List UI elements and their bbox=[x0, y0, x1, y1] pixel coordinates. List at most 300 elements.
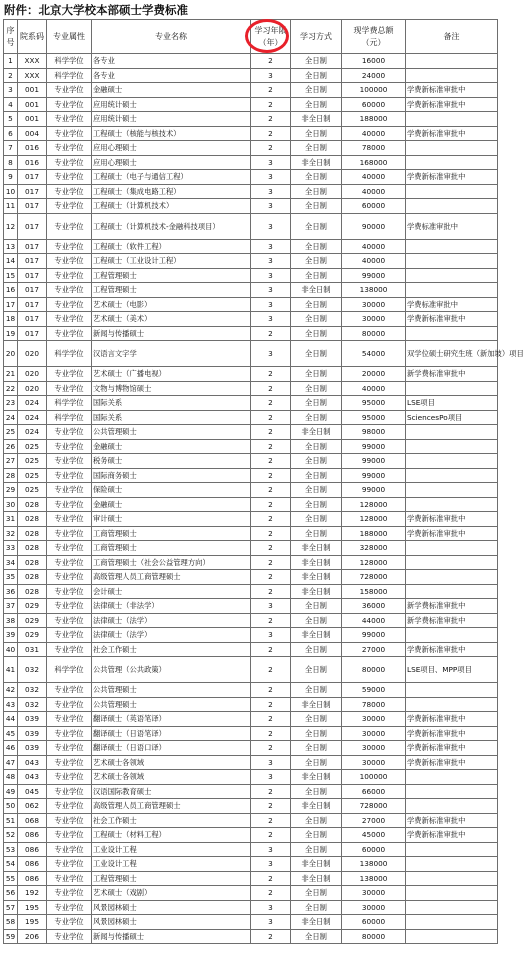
cell-fee: 40000 bbox=[342, 184, 406, 199]
cell-no: 15 bbox=[4, 268, 18, 283]
cell-mode: 非全日制 bbox=[291, 584, 342, 599]
cell-fee: 99000 bbox=[342, 439, 406, 454]
cell-no: 7 bbox=[4, 141, 18, 156]
cell-mode: 全日制 bbox=[291, 68, 342, 83]
cell-attr: 专业学位 bbox=[47, 871, 92, 886]
table-row bbox=[4, 254, 498, 269]
cell-fee: 20000 bbox=[342, 367, 406, 382]
cell-fee: 128000 bbox=[342, 512, 406, 527]
cell-fee: 40000 bbox=[342, 239, 406, 254]
cell-years: 2 bbox=[251, 126, 291, 141]
cell-dept: 024 bbox=[18, 396, 47, 411]
table-row bbox=[4, 915, 498, 930]
cell-no: 59 bbox=[4, 929, 18, 944]
cell-attr: 专业学位 bbox=[47, 828, 92, 843]
cell-attr: 专业学位 bbox=[47, 112, 92, 127]
cell-fee: 328000 bbox=[342, 541, 406, 556]
cell-years: 3 bbox=[251, 341, 291, 367]
table-row bbox=[4, 683, 498, 698]
cell-years: 3 bbox=[251, 915, 291, 930]
cell-note: 学费新标准审批中 bbox=[406, 712, 498, 727]
cell-note bbox=[406, 381, 498, 396]
cell-fee: 138000 bbox=[342, 857, 406, 872]
cell-note: LSE项目 bbox=[406, 396, 498, 411]
cell-dept: 001 bbox=[18, 83, 47, 98]
col-header-fee-line1: 现学费总额 bbox=[353, 25, 394, 35]
table-row bbox=[4, 857, 498, 872]
cell-note bbox=[406, 799, 498, 814]
cell-mode: 全日制 bbox=[291, 213, 342, 239]
col-header-dept: 院系码 bbox=[18, 20, 47, 54]
cell-no: 48 bbox=[4, 770, 18, 785]
cell-fee: 128000 bbox=[342, 555, 406, 570]
cell-no: 33 bbox=[4, 541, 18, 556]
table-row bbox=[4, 929, 498, 944]
cell-years: 2 bbox=[251, 683, 291, 698]
table-row bbox=[4, 886, 498, 901]
cell-fee: 60000 bbox=[342, 915, 406, 930]
cell-attr: 专业学位 bbox=[47, 97, 92, 112]
cell-major: 法律硕士（法学） bbox=[92, 628, 251, 643]
table-row bbox=[4, 54, 498, 69]
cell-major: 社会工作硕士 bbox=[92, 642, 251, 657]
cell-mode: 全日制 bbox=[291, 367, 342, 382]
cell-major: 汉语言文字学 bbox=[92, 341, 251, 367]
cell-years: 2 bbox=[251, 613, 291, 628]
col-header-fee bbox=[342, 20, 406, 54]
table-row bbox=[4, 454, 498, 469]
cell-dept: 017 bbox=[18, 312, 47, 327]
cell-fee: 95000 bbox=[342, 410, 406, 425]
cell-dept: 206 bbox=[18, 929, 47, 944]
cell-no: 3 bbox=[4, 83, 18, 98]
cell-major: 工程硕士（计算机技术） bbox=[92, 199, 251, 214]
cell-note: 学费新标准审批中 bbox=[406, 126, 498, 141]
cell-major: 公共管理（公共政策） bbox=[92, 657, 251, 683]
cell-fee: 98000 bbox=[342, 425, 406, 440]
cell-fee: 188000 bbox=[342, 112, 406, 127]
table-row bbox=[4, 126, 498, 141]
cell-fee: 100000 bbox=[342, 83, 406, 98]
cell-note bbox=[406, 68, 498, 83]
cell-note bbox=[406, 570, 498, 585]
cell-mode: 全日制 bbox=[291, 755, 342, 770]
cell-mode: 非全日制 bbox=[291, 628, 342, 643]
cell-note: 学费新标准审批中 bbox=[406, 741, 498, 756]
cell-dept: 068 bbox=[18, 813, 47, 828]
cell-major: 应用统计硕士 bbox=[92, 112, 251, 127]
col-header-years-line2: （年） bbox=[258, 37, 283, 47]
cell-dept: 017 bbox=[18, 199, 47, 214]
cell-major: 应用心理硕士 bbox=[92, 155, 251, 170]
cell-mode: 全日制 bbox=[291, 813, 342, 828]
cell-dept: 017 bbox=[18, 184, 47, 199]
cell-fee: 30000 bbox=[342, 726, 406, 741]
cell-no: 54 bbox=[4, 857, 18, 872]
table-row bbox=[4, 900, 498, 915]
table-body bbox=[4, 54, 524, 944]
cell-years: 3 bbox=[251, 297, 291, 312]
cell-no: 36 bbox=[4, 584, 18, 599]
cell-attr: 专业学位 bbox=[47, 283, 92, 298]
cell-mode: 全日制 bbox=[291, 54, 342, 69]
cell-years: 2 bbox=[251, 726, 291, 741]
cell-note bbox=[406, 268, 498, 283]
cell-major: 工商管理硕士 bbox=[92, 526, 251, 541]
cell-mode: 全日制 bbox=[291, 842, 342, 857]
cell-note bbox=[406, 784, 498, 799]
cell-attr: 专业学位 bbox=[47, 141, 92, 156]
cell-dept: 025 bbox=[18, 483, 47, 498]
cell-no: 2 bbox=[4, 68, 18, 83]
cell-note: 学费新标准审批中 bbox=[406, 312, 498, 327]
cell-note bbox=[406, 857, 498, 872]
cell-major: 应用统计硕士 bbox=[92, 97, 251, 112]
cell-mode: 非全日制 bbox=[291, 570, 342, 585]
cell-dept: 028 bbox=[18, 526, 47, 541]
cell-years: 3 bbox=[251, 755, 291, 770]
cell-major: 艺术硕士（电影） bbox=[92, 297, 251, 312]
cell-note bbox=[406, 54, 498, 69]
cell-fee: 78000 bbox=[342, 697, 406, 712]
table-header-row bbox=[4, 20, 498, 54]
cell-dept: 025 bbox=[18, 454, 47, 469]
cell-note bbox=[406, 628, 498, 643]
cell-major: 工程硕士（材料工程） bbox=[92, 828, 251, 843]
cell-attr: 专业学位 bbox=[47, 170, 92, 185]
cell-no: 14 bbox=[4, 254, 18, 269]
cell-years: 3 bbox=[251, 170, 291, 185]
cell-fee: 44000 bbox=[342, 613, 406, 628]
cell-mode: 非全日制 bbox=[291, 915, 342, 930]
cell-no: 42 bbox=[4, 683, 18, 698]
cell-years: 2 bbox=[251, 381, 291, 396]
cell-note: 学费新标准审批中 bbox=[406, 83, 498, 98]
cell-note: 学费标准审批中 bbox=[406, 213, 498, 239]
table-row bbox=[4, 770, 498, 785]
table-row bbox=[4, 83, 498, 98]
cell-note bbox=[406, 697, 498, 712]
table-row bbox=[4, 570, 498, 585]
cell-no: 28 bbox=[4, 468, 18, 483]
cell-major: 工业设计工程 bbox=[92, 842, 251, 857]
cell-fee: 30000 bbox=[342, 886, 406, 901]
cell-major: 风景园林硕士 bbox=[92, 900, 251, 915]
cell-fee: 80000 bbox=[342, 929, 406, 944]
cell-no: 37 bbox=[4, 599, 18, 614]
cell-dept: 017 bbox=[18, 213, 47, 239]
cell-attr: 专业学位 bbox=[47, 454, 92, 469]
cell-years: 2 bbox=[251, 871, 291, 886]
cell-mode: 全日制 bbox=[291, 254, 342, 269]
cell-mode: 非全日制 bbox=[291, 770, 342, 785]
cell-dept: 017 bbox=[18, 283, 47, 298]
table-row bbox=[4, 367, 498, 382]
cell-dept: 086 bbox=[18, 828, 47, 843]
cell-dept: 004 bbox=[18, 126, 47, 141]
cell-mode: 全日制 bbox=[291, 657, 342, 683]
cell-years: 2 bbox=[251, 657, 291, 683]
cell-years: 2 bbox=[251, 526, 291, 541]
cell-major: 艺术硕士（美术） bbox=[92, 312, 251, 327]
cell-major: 汉语国际教育硕士 bbox=[92, 784, 251, 799]
table-row bbox=[4, 68, 498, 83]
cell-note bbox=[406, 483, 498, 498]
cell-note bbox=[406, 900, 498, 915]
cell-years: 3 bbox=[251, 599, 291, 614]
cell-major: 风景园林硕士 bbox=[92, 915, 251, 930]
cell-attr: 专业学位 bbox=[47, 628, 92, 643]
cell-dept: 028 bbox=[18, 584, 47, 599]
cell-attr: 专业学位 bbox=[47, 367, 92, 382]
cell-fee: 60000 bbox=[342, 842, 406, 857]
cell-fee: 99000 bbox=[342, 268, 406, 283]
cell-no: 43 bbox=[4, 697, 18, 712]
cell-attr: 专业学位 bbox=[47, 642, 92, 657]
col-header-note: 备注 bbox=[406, 20, 498, 54]
cell-fee: 59000 bbox=[342, 683, 406, 698]
cell-dept: 017 bbox=[18, 326, 47, 341]
cell-note bbox=[406, 254, 498, 269]
cell-no: 30 bbox=[4, 497, 18, 512]
cell-attr: 专业学位 bbox=[47, 599, 92, 614]
cell-major: 高级管理人员工商管理硕士 bbox=[92, 570, 251, 585]
table-row bbox=[4, 755, 498, 770]
cell-dept: 001 bbox=[18, 97, 47, 112]
cell-fee: 99000 bbox=[342, 628, 406, 643]
cell-dept: 017 bbox=[18, 170, 47, 185]
cell-dept: XXX bbox=[18, 54, 47, 69]
cell-major: 社会工作硕士 bbox=[92, 813, 251, 828]
cell-fee: 728000 bbox=[342, 799, 406, 814]
cell-no: 26 bbox=[4, 439, 18, 454]
cell-dept: 086 bbox=[18, 857, 47, 872]
cell-dept: XXX bbox=[18, 68, 47, 83]
cell-dept: 028 bbox=[18, 570, 47, 585]
cell-no: 46 bbox=[4, 741, 18, 756]
cell-attr: 科学学位 bbox=[47, 396, 92, 411]
cell-note: 学费新标准审批中 bbox=[406, 726, 498, 741]
cell-mode: 全日制 bbox=[291, 83, 342, 98]
cell-years: 2 bbox=[251, 784, 291, 799]
cell-mode: 全日制 bbox=[291, 381, 342, 396]
cell-attr: 专业学位 bbox=[47, 886, 92, 901]
cell-mode: 非全日制 bbox=[291, 871, 342, 886]
table-row bbox=[4, 828, 498, 843]
cell-no: 35 bbox=[4, 570, 18, 585]
cell-attr: 专业学位 bbox=[47, 915, 92, 930]
cell-note: 学费新标准审批中 bbox=[406, 828, 498, 843]
cell-years: 2 bbox=[251, 741, 291, 756]
cell-attr: 专业学位 bbox=[47, 584, 92, 599]
cell-mode: 全日制 bbox=[291, 712, 342, 727]
cell-attr: 专业学位 bbox=[47, 126, 92, 141]
cell-no: 1 bbox=[4, 54, 18, 69]
cell-note: 双学位硕士研究生班（新加坡）项目 bbox=[406, 341, 498, 367]
cell-years: 2 bbox=[251, 454, 291, 469]
cell-years: 2 bbox=[251, 396, 291, 411]
cell-fee: 95000 bbox=[342, 396, 406, 411]
col-header-years-line1: 学习年限 bbox=[254, 25, 287, 35]
cell-note bbox=[406, 468, 498, 483]
table-row bbox=[4, 799, 498, 814]
cell-years: 2 bbox=[251, 112, 291, 127]
cell-attr: 专业学位 bbox=[47, 497, 92, 512]
cell-dept: 032 bbox=[18, 683, 47, 698]
cell-fee: 100000 bbox=[342, 770, 406, 785]
cell-mode: 非全日制 bbox=[291, 283, 342, 298]
cell-years: 2 bbox=[251, 697, 291, 712]
table-row bbox=[4, 599, 498, 614]
cell-attr: 专业学位 bbox=[47, 613, 92, 628]
cell-no: 45 bbox=[4, 726, 18, 741]
cell-attr: 科学学位 bbox=[47, 410, 92, 425]
cell-no: 21 bbox=[4, 367, 18, 382]
cell-note bbox=[406, 112, 498, 127]
cell-years: 3 bbox=[251, 628, 291, 643]
table-row bbox=[4, 283, 498, 298]
cell-note: 学费新标准审批中 bbox=[406, 170, 498, 185]
cell-dept: 017 bbox=[18, 254, 47, 269]
cell-fee: 60000 bbox=[342, 97, 406, 112]
cell-mode: 全日制 bbox=[291, 683, 342, 698]
cell-no: 10 bbox=[4, 184, 18, 199]
cell-years: 2 bbox=[251, 929, 291, 944]
cell-years: 3 bbox=[251, 312, 291, 327]
cell-mode: 非全日制 bbox=[291, 155, 342, 170]
cell-attr: 专业学位 bbox=[47, 199, 92, 214]
table-row bbox=[4, 726, 498, 741]
cell-mode: 全日制 bbox=[291, 439, 342, 454]
cell-fee: 30000 bbox=[342, 755, 406, 770]
cell-note bbox=[406, 886, 498, 901]
cell-major: 金融硕士 bbox=[92, 439, 251, 454]
cell-years: 2 bbox=[251, 326, 291, 341]
cell-attr: 专业学位 bbox=[47, 570, 92, 585]
cell-no: 58 bbox=[4, 915, 18, 930]
cell-dept: 192 bbox=[18, 886, 47, 901]
cell-no: 4 bbox=[4, 97, 18, 112]
cell-major: 工程硕士（软件工程） bbox=[92, 239, 251, 254]
cell-major: 各专业 bbox=[92, 68, 251, 83]
cell-mode: 全日制 bbox=[291, 929, 342, 944]
cell-no: 9 bbox=[4, 170, 18, 185]
cell-major: 新闻与传播硕士 bbox=[92, 929, 251, 944]
cell-major: 工程硕士（计算机技术-金融科技项目） bbox=[92, 213, 251, 239]
cell-mode: 全日制 bbox=[291, 170, 342, 185]
cell-years: 2 bbox=[251, 439, 291, 454]
cell-dept: 001 bbox=[18, 112, 47, 127]
cell-attr: 专业学位 bbox=[47, 184, 92, 199]
table-row bbox=[4, 784, 498, 799]
cell-mode: 非全日制 bbox=[291, 555, 342, 570]
cell-years: 3 bbox=[251, 770, 291, 785]
cell-years: 2 bbox=[251, 410, 291, 425]
table-row bbox=[4, 526, 498, 541]
cell-no: 51 bbox=[4, 813, 18, 828]
cell-fee: 40000 bbox=[342, 254, 406, 269]
cell-attr: 专业学位 bbox=[47, 726, 92, 741]
cell-no: 5 bbox=[4, 112, 18, 127]
cell-years: 2 bbox=[251, 97, 291, 112]
cell-dept: 016 bbox=[18, 155, 47, 170]
cell-attr: 科学学位 bbox=[47, 54, 92, 69]
cell-major: 艺术硕士各领域 bbox=[92, 755, 251, 770]
cell-attr: 专业学位 bbox=[47, 683, 92, 698]
cell-years: 3 bbox=[251, 857, 291, 872]
cell-major: 国际关系 bbox=[92, 396, 251, 411]
cell-years: 2 bbox=[251, 512, 291, 527]
cell-major: 公共管理硕士 bbox=[92, 697, 251, 712]
table-row bbox=[4, 341, 498, 367]
cell-no: 52 bbox=[4, 828, 18, 843]
table-row bbox=[4, 871, 498, 886]
cell-note bbox=[406, 929, 498, 944]
table-row bbox=[4, 184, 498, 199]
cell-mode: 全日制 bbox=[291, 828, 342, 843]
cell-years: 3 bbox=[251, 68, 291, 83]
cell-major: 审计硕士 bbox=[92, 512, 251, 527]
cell-fee: 60000 bbox=[342, 199, 406, 214]
cell-fee: 728000 bbox=[342, 570, 406, 585]
cell-major: 工业设计工程 bbox=[92, 857, 251, 872]
cell-years: 2 bbox=[251, 828, 291, 843]
table-row bbox=[4, 396, 498, 411]
cell-no: 57 bbox=[4, 900, 18, 915]
cell-years: 3 bbox=[251, 184, 291, 199]
cell-dept: 031 bbox=[18, 642, 47, 657]
cell-attr: 专业学位 bbox=[47, 268, 92, 283]
cell-no: 24 bbox=[4, 410, 18, 425]
col-header-major: 专业名称 bbox=[92, 20, 251, 54]
cell-no: 55 bbox=[4, 871, 18, 886]
cell-mode: 全日制 bbox=[291, 613, 342, 628]
cell-dept: 020 bbox=[18, 341, 47, 367]
cell-attr: 科学学位 bbox=[47, 341, 92, 367]
cell-no: 47 bbox=[4, 755, 18, 770]
cell-dept: 029 bbox=[18, 599, 47, 614]
cell-attr: 专业学位 bbox=[47, 929, 92, 944]
cell-major: 翻译硕士（英语笔译） bbox=[92, 712, 251, 727]
cell-no: 18 bbox=[4, 312, 18, 327]
col-header-attr: 专业属性 bbox=[47, 20, 92, 54]
cell-dept: 043 bbox=[18, 770, 47, 785]
cell-years: 2 bbox=[251, 813, 291, 828]
cell-years: 2 bbox=[251, 141, 291, 156]
cell-attr: 专业学位 bbox=[47, 799, 92, 814]
cell-dept: 020 bbox=[18, 381, 47, 396]
cell-dept: 032 bbox=[18, 697, 47, 712]
cell-attr: 专业学位 bbox=[47, 900, 92, 915]
table-row bbox=[4, 813, 498, 828]
cell-attr: 专业学位 bbox=[47, 697, 92, 712]
table-row bbox=[4, 541, 498, 556]
cell-major: 工程管理硕士 bbox=[92, 268, 251, 283]
cell-note: 学费新标准审批中 bbox=[406, 97, 498, 112]
cell-years: 2 bbox=[251, 642, 291, 657]
col-header-no: 序号 bbox=[4, 20, 18, 54]
col-header-mode: 学习方式 bbox=[291, 20, 342, 54]
cell-attr: 专业学位 bbox=[47, 254, 92, 269]
cell-attr: 专业学位 bbox=[47, 784, 92, 799]
cell-major: 文物与博物馆硕士 bbox=[92, 381, 251, 396]
cell-dept: 020 bbox=[18, 367, 47, 382]
cell-major: 应用心理硕士 bbox=[92, 141, 251, 156]
cell-note bbox=[406, 454, 498, 469]
cell-mode: 全日制 bbox=[291, 268, 342, 283]
cell-major: 工程管理硕士 bbox=[92, 283, 251, 298]
cell-major: 新闻与传播硕士 bbox=[92, 326, 251, 341]
